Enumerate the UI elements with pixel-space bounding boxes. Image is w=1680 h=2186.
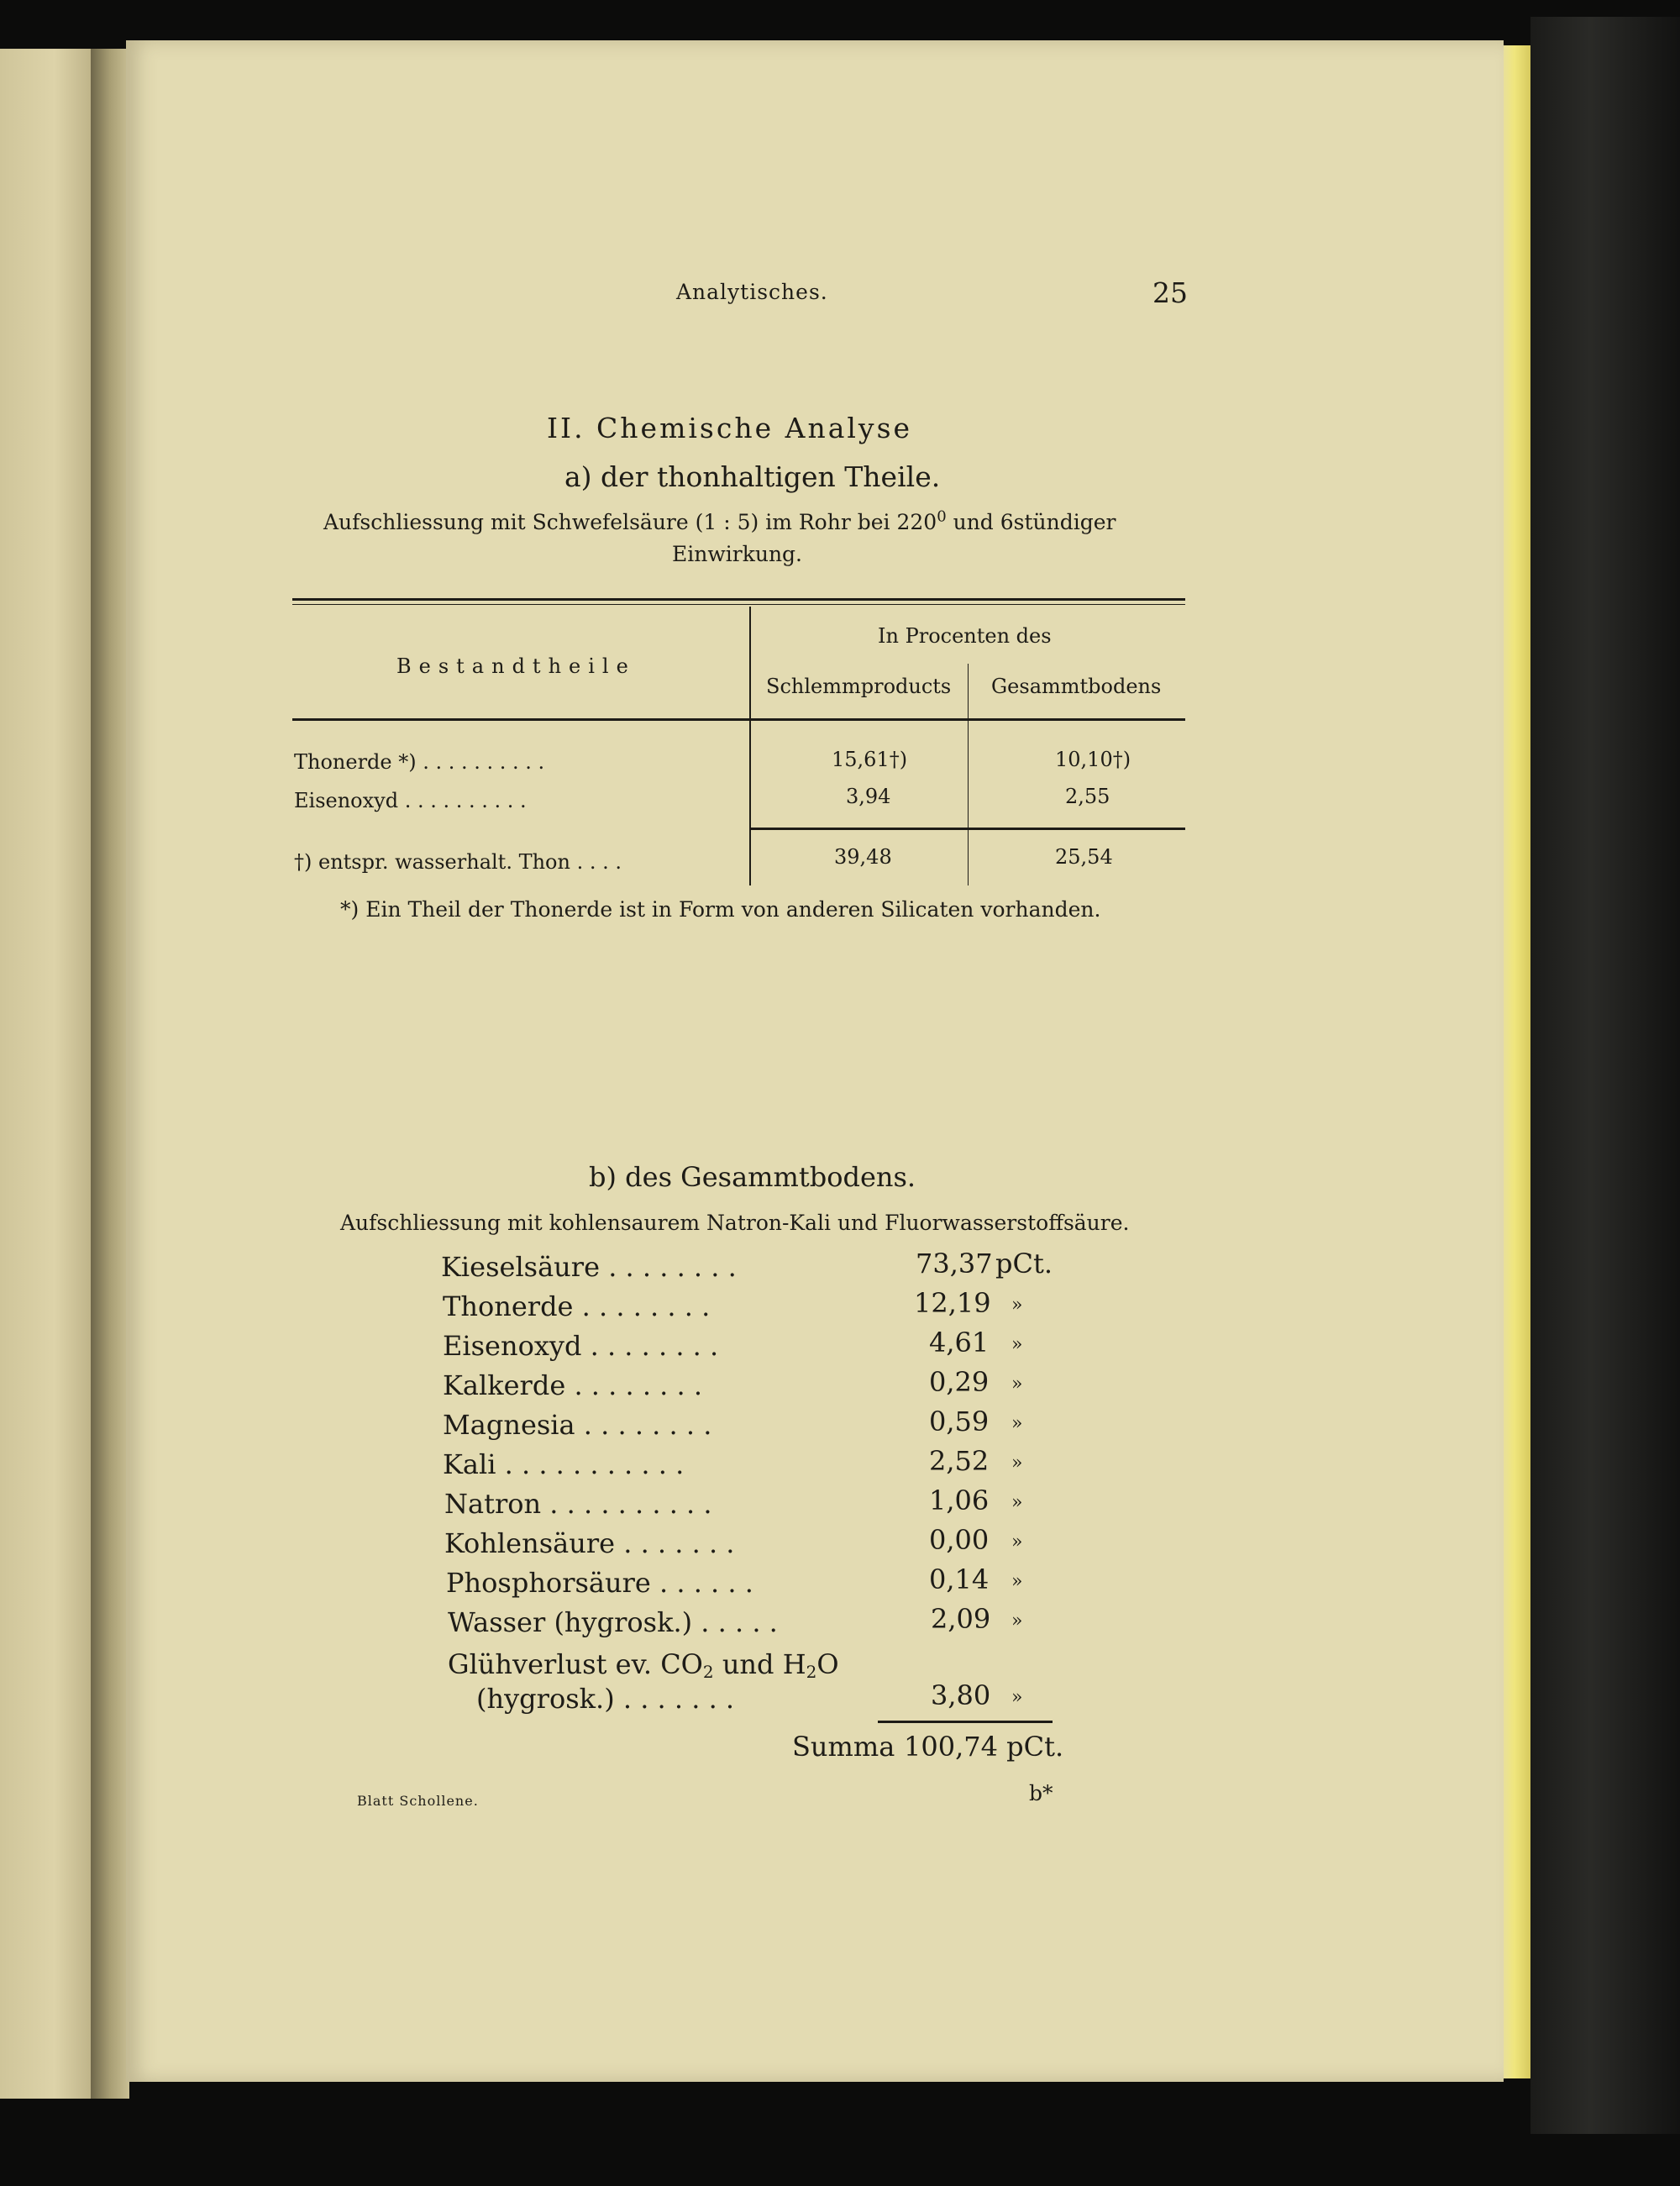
ditto-mark: » [1011,1571,1023,1592]
col-header-gesammt: Gesammtbodens [991,675,1162,698]
part-b-method: Aufschliessung mit kohlensaurem Natron-Kali und Fluorwasserstoffsäure. [340,1211,1130,1235]
ditto-mark: » [1011,1687,1023,1708]
part-b-heading: b) des Gesammtbodens. [589,1161,916,1193]
part-a-method-line2: Einwirkung. [672,542,802,566]
left-page-edge [0,49,99,2099]
table-row: Thonerde *) . . . . . . . . . . [294,750,545,774]
table-sum-rule [749,828,1185,830]
table-cell: 10,10†) [1055,748,1131,771]
ditto-mark: » [1011,1334,1023,1355]
book-binding [1530,17,1680,2134]
list-value: 73,37 [916,1248,993,1280]
list-item: Phosphorsäure . . . . . . [446,1567,753,1599]
table-header-rule [292,718,1185,721]
list-item: Eisenoxyd . . . . . . . . [443,1330,719,1362]
list-unit: pCt. [995,1248,1053,1280]
sheet-label: Blatt Schollene. [357,1793,479,1809]
list-value: 12,19 [914,1287,991,1319]
sum-value: 100,74 pCt. [904,1731,1064,1763]
table-cell: 15,61†) [832,748,908,771]
ditto-mark: » [1011,1611,1023,1632]
table-row: Eisenoxyd . . . . . . . . . . [294,789,527,812]
table-cell: 39,48 [834,845,892,869]
list-item: Kohlensäure . . . . . . . [444,1527,735,1559]
list-item-gluehverlust-line2: (hygrosk.) . . . . . . . [476,1683,735,1715]
list-value: 2,52 [929,1445,990,1477]
table-cell: 25,54 [1055,845,1113,869]
footnote: *) Ein Theil der Thonerde ist in Form von anderen Silicaten vorhanden. [340,897,1101,922]
list-item: Magnesia . . . . . . . . [443,1409,712,1441]
list-value: 0,14 [929,1563,990,1595]
ditto-mark: » [1011,1453,1023,1474]
list-value: 3,80 [931,1679,991,1711]
table-top-rule [292,598,1185,601]
part-a-heading: a) der thonhaltigen Theile. [564,460,941,493]
ditto-mark: » [1011,1295,1023,1316]
table-vertical-rule [749,607,751,885]
list-item: Kalkerde . . . . . . . . [443,1369,703,1401]
sum-rule [878,1721,1053,1723]
table-cell: 3,94 [846,785,891,808]
sum-label: Summa [792,1731,895,1763]
part-a-method: Aufschliessung mit Schwefelsäure (1 : 5) im Rohr bei $220^0$ und 6stündiger [323,507,1116,534]
col-group-header: In Procenten des [878,624,1052,648]
running-title: Analytisches. [676,280,828,304]
list-value: 1,06 [929,1484,990,1516]
ditto-mark: » [1011,1374,1023,1395]
ditto-mark: » [1011,1492,1023,1513]
list-item-gluehverlust: Glühverlust ev. $CO_2$ und $H_2O$ [448,1648,839,1682]
ditto-mark: » [1011,1413,1023,1434]
table-top-rule-thin [292,604,1185,605]
list-item: Kieselsäure . . . . . . . . [441,1251,737,1283]
page-number: 25 [1152,276,1188,309]
list-value: 0,29 [929,1366,990,1398]
col-header-schlemm: Schlemmproducts [766,675,952,698]
table-cell: 2,55 [1065,785,1110,808]
page-edge [1504,45,1530,2078]
list-item: Natron . . . . . . . . . . [444,1488,712,1520]
list-value: 0,00 [929,1524,990,1556]
table-total-row: †) entspr. wasserhalt. Thon . . . . [294,850,622,874]
ditto-mark: » [1011,1532,1023,1553]
book-gutter [91,49,129,2099]
list-value: 2,09 [931,1603,991,1635]
book-page [126,40,1504,2082]
list-value: 0,59 [929,1406,990,1437]
list-item: Thonerde . . . . . . . . [443,1290,711,1322]
signature-mark: b* [1029,1781,1053,1805]
list-item: Wasser (hygrosk.) . . . . . [448,1606,778,1638]
list-value: 4,61 [929,1327,990,1358]
section-title: II. Chemische Analyse [547,412,913,444]
list-item: Kali . . . . . . . . . . . [443,1448,685,1480]
table-inner-vertical-rule [968,664,969,885]
col-header-components: Bestandtheile [396,654,636,678]
